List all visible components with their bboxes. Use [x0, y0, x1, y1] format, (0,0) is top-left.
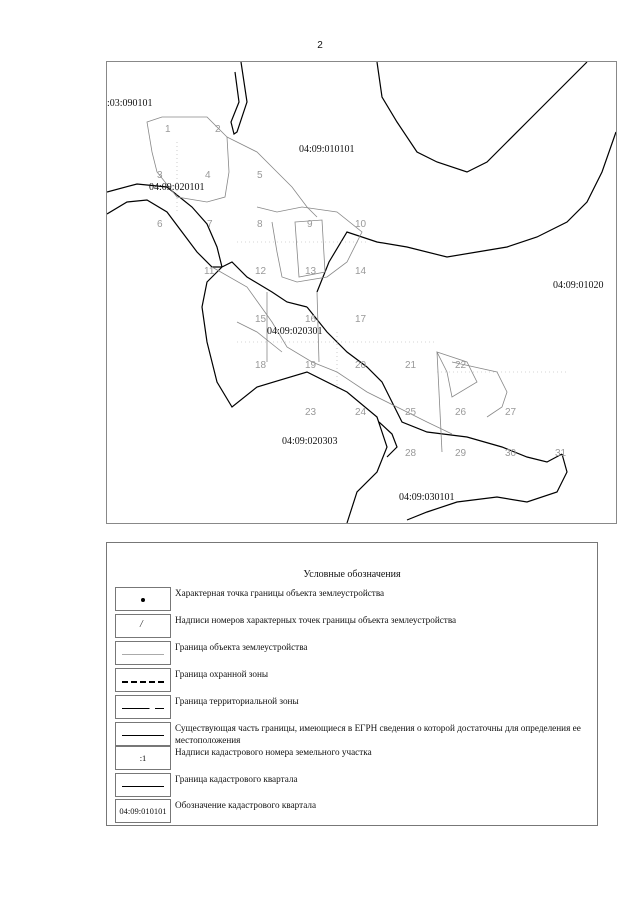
parcel-number: 9 — [307, 219, 313, 230]
legend-row — [115, 695, 595, 721]
parcel-number: 16 — [305, 314, 317, 325]
legend-text: Характерная точка границы объекта землеустройства — [175, 588, 385, 598]
quarter-label: 04:09:010101 — [299, 144, 355, 155]
parcel-number: 11 — [204, 266, 215, 277]
quarter-label-symbol — [115, 799, 171, 823]
legend-text: Граница территориальной зоны — [175, 696, 299, 706]
parcel-number: 15 — [255, 314, 267, 325]
parcel-number: 18 — [255, 360, 267, 371]
parcel-number: 3 — [157, 170, 163, 181]
legend-text: Надписи номеров характерных точек границы объекта землеустройства — [175, 615, 457, 625]
parcel-number: 23 — [305, 407, 317, 418]
parcel-number: 14 — [355, 266, 367, 277]
quarter-label: 04:09:020301 — [267, 326, 323, 337]
symbol-label: 04:09:010101 — [119, 806, 167, 816]
quarter-boundary — [377, 62, 587, 172]
object-boundary-symbol — [115, 641, 171, 665]
legend-row — [115, 587, 595, 613]
quarter-label: 04:09:020303 — [282, 436, 338, 447]
territorial-zone-symbol — [115, 695, 171, 719]
legend — [106, 542, 598, 826]
quarter-label: 04:09:030101 — [399, 492, 455, 503]
quarter-label: 04:09:01020 — [553, 280, 604, 291]
legend-text: Надписи кадастрового номера земельного участка — [175, 747, 372, 757]
protection-zone-symbol — [115, 668, 171, 692]
quarter-label: 04:09:020101 — [149, 182, 205, 193]
characteristic-point-symbol — [115, 587, 171, 611]
map-canvas — [107, 62, 616, 523]
parcel-number: 12 — [255, 266, 267, 277]
quarter-boundary — [307, 307, 562, 462]
parcel-number: 10 — [355, 219, 367, 230]
quarter-boundary-symbol — [115, 773, 171, 797]
parcel-number: 4 — [205, 170, 211, 181]
symbol-label: / — [140, 619, 143, 630]
parcel-number: 26 — [455, 407, 467, 418]
quarter-boundary — [379, 422, 397, 457]
legend-row — [115, 799, 595, 825]
quarter-boundary — [107, 200, 222, 267]
parcel-number: 5 — [257, 170, 263, 181]
legend-text: Граница охранной зоны — [175, 669, 269, 679]
parcel-number: 20 — [355, 360, 367, 371]
legend-text: Обозначение кадастрового квартала — [175, 800, 317, 810]
parcel-number: 31 — [555, 448, 567, 459]
parcel-number: 30 — [505, 448, 517, 459]
parcel-number: 25 — [405, 407, 417, 418]
parcel-number: 28 — [405, 448, 417, 459]
quarter-boundary — [407, 454, 567, 520]
legend-row — [115, 773, 595, 799]
legend-title: Условные обозначения — [303, 569, 401, 580]
quarter-boundary — [202, 267, 387, 523]
existing-boundary-symbol — [115, 722, 171, 746]
page-number: 2 — [317, 40, 323, 51]
legend-text: Граница объекта землеустройства — [175, 642, 308, 652]
symbol-label: :1 — [139, 753, 147, 763]
quarter-boundary — [107, 184, 222, 267]
point-number-symbol — [115, 614, 171, 638]
parcel-number: 1 — [165, 124, 171, 135]
legend-text: Существующая часть границы, имеющиеся в ЕГРН сведения о которой достаточны для определения ее местоположения — [175, 723, 581, 745]
parcel-number: 22 — [455, 360, 467, 371]
parcel-number: 2 — [215, 124, 221, 135]
legend-row — [115, 641, 595, 667]
legend-row — [115, 746, 595, 772]
parcel-number: 21 — [405, 360, 417, 371]
legend-text: Граница кадастрового квартала — [175, 774, 298, 784]
parcel-number: 19 — [305, 360, 317, 371]
legend-row — [115, 614, 595, 640]
parcel-label-symbol — [115, 746, 171, 770]
legend-row — [115, 668, 595, 694]
parcel-number: 27 — [505, 407, 517, 418]
parcel-number: 7 — [207, 219, 213, 230]
quarter-label: :03:090101 — [107, 98, 153, 109]
parcel-number: 6 — [157, 219, 163, 230]
parcel-number: 13 — [305, 266, 317, 277]
quarter-boundary — [231, 62, 247, 134]
parcel-number: 24 — [355, 407, 367, 418]
parcel-number: 17 — [355, 314, 367, 325]
parcel-number: 29 — [455, 448, 467, 459]
parcel-number: 8 — [257, 219, 263, 230]
cadastral-map — [106, 61, 617, 524]
